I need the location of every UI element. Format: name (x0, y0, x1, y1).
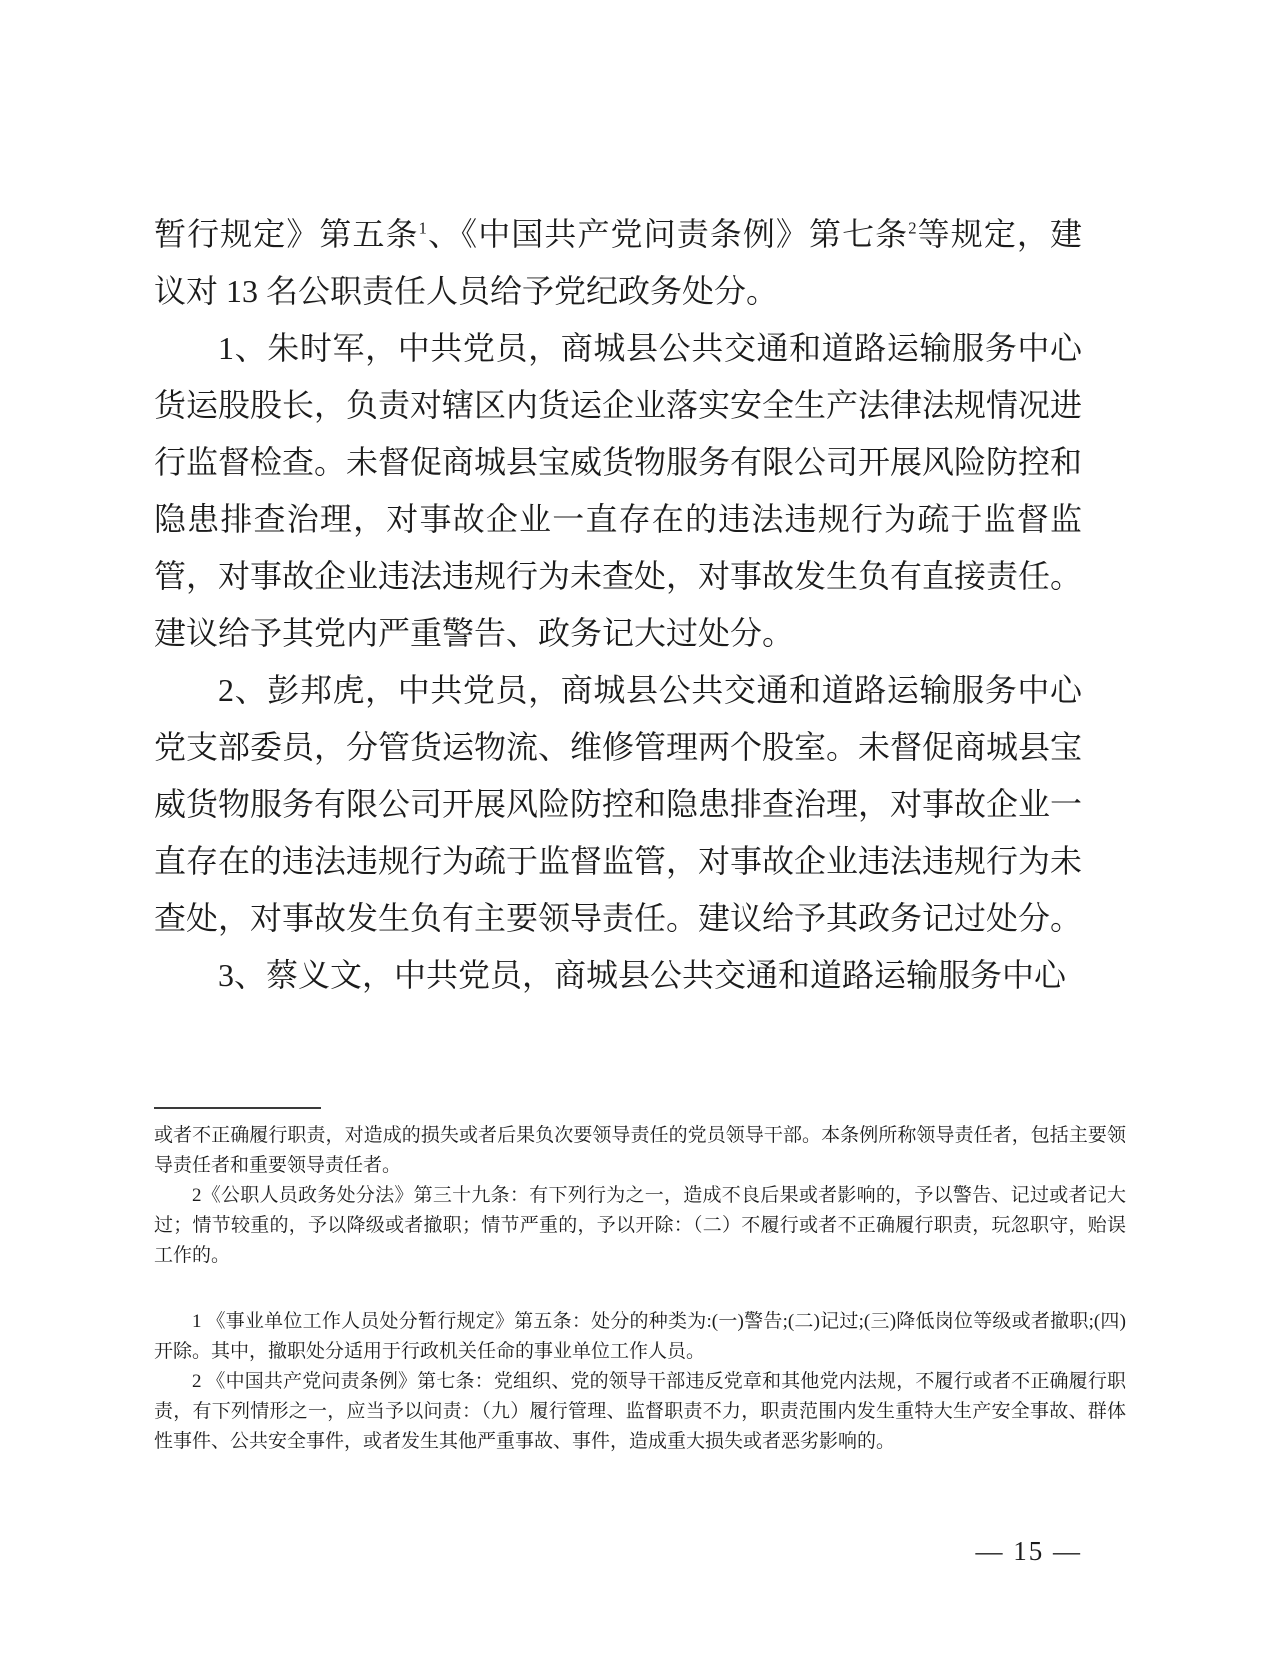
footnote-prev-2: 2《公职人员政务处分法》第三十九条：有下列行为之一，造成不良后果或者影响的，予以警告、记过或者记大过；情节较重的，予以降级或者撤职；情节严重的，予以开除：（二）不履行或者不正确履行职责，玩忽职守，贻误工作的。 (154, 1185, 1126, 1266)
intro-text-3: 等规定，建议对 13 名公职责任人员给予党纪政务处分。 (154, 216, 1082, 309)
intro-text-1: 暂行规定》第五条 (154, 216, 419, 252)
intro-text-2: 、《中国共产党问责条例》第七条 (426, 216, 909, 252)
footnote-block-carryover (154, 1121, 1126, 1271)
paragraph-person-1: 1、朱时军，中共党员，商城县公共交通和道路运输服务中心货运股股长，负责对辖区内货运企业落实安全生产法律法规情况进行监督检查。未督促商城县宝威货物服务有限公司开展风险防控和隐患排查治理，对事故企业一直存在的违法违规行为疏于监督监管，对事故企业违法违规行为未查处，对事故发生负有直接责任。建议给予其党内严重警告、政务记大过处分。 (154, 330, 1083, 651)
footnote-block-current (154, 1307, 1126, 1457)
body-text (154, 206, 1082, 1004)
footnote-divider (154, 1107, 321, 1109)
paragraph-person-3: 3、蔡义文，中共党员，商城县公共交通和道路运输服务中心 (218, 957, 1067, 993)
footnote-ref-1: 1 (418, 218, 427, 238)
paragraph-person-2: 2、彭邦虎，中共党员，商城县公共交通和道路运输服务中心党支部委员，分管货运物流、维修管理两个股室。未督促商城县宝威货物服务有限公司开展风险防控和隐患排查治理，对事故企业一直存在的违法违规行为疏于监督监管，对事故企业违法违规行为未查处，对事故发生负有主要领导责任。建议给予其政务记过处分。 (154, 672, 1083, 936)
footnote-1: 1 《事业单位工作人员处分暂行规定》第五条：处分的种类为:(一)警告;(二)记过;(三)降低岗位等级或者撤职;(四)开除。其中，撤职处分适用于行政机关任命的事业单位工作人员。 (154, 1311, 1126, 1362)
paragraph-continuation (154, 206, 1082, 320)
footnote-2: 2 《中国共产党问责条例》第七条：党组织、党的领导干部违反党章和其他党内法规，不履行或者不正确履行职责，有下列情形之一，应当予以问责：（九）履行管理、监督职责不力，职责范围内发生重特大生产安全事故、群体性事件、公共安全事件，或者发生其他严重事故、事件，造成重大损失或者恶劣影响的。 (154, 1371, 1126, 1452)
page-number: — 15 — (975, 1536, 1082, 1566)
footnote-ref-2: 2 (908, 218, 917, 238)
footnote-carryover-text: 或者不正确履行职责，对造成的损失或者后果负次要领导责任的党员领导干部。本条例所称领导责任者，包括主要领导责任者和重要领导责任者。 (154, 1125, 1126, 1176)
